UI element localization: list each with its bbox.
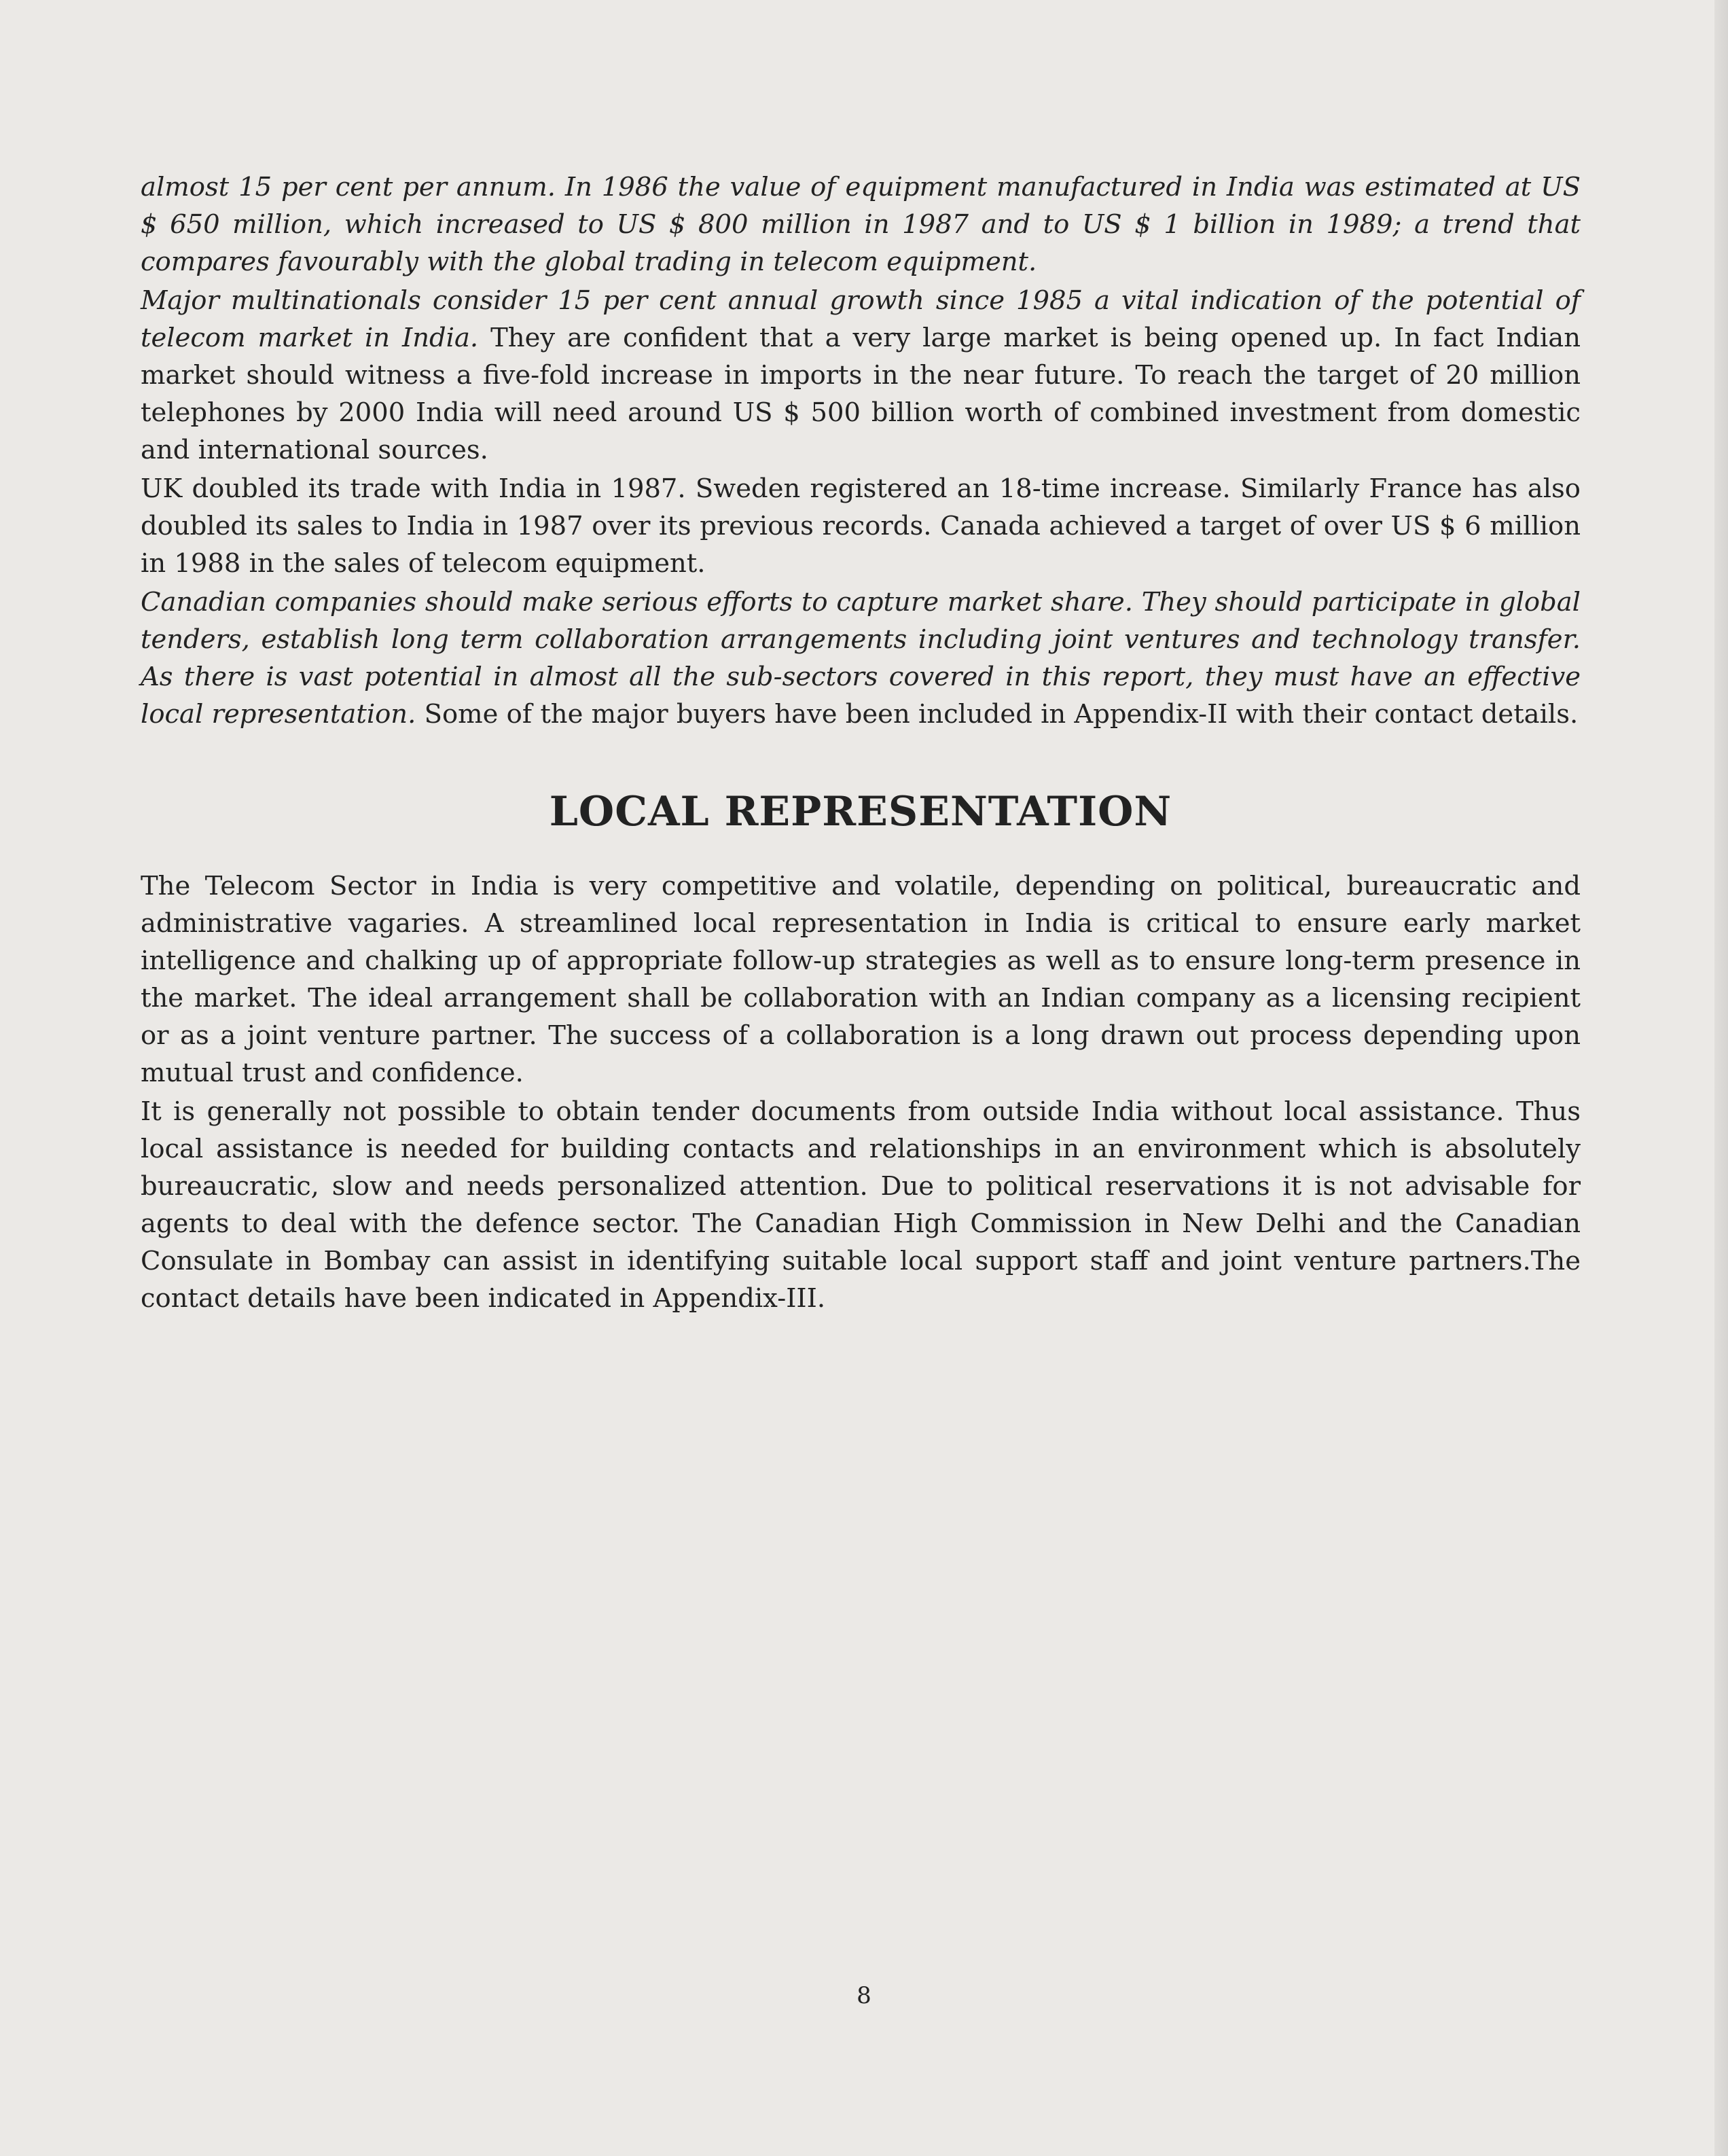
paragraph-multinationals bbox=[141, 282, 1581, 469]
page-number: 8 bbox=[857, 1982, 871, 2009]
paragraph-canadian-italic: Canadian companies should make serious efforts to capture market share. They should participate in global tenders, establish long term collaboration arrangements including joint ventures and technology transfer. As there is vast potential in almost all the sub-sectors covered in this report, they must have an effective local representation. bbox=[141, 587, 1581, 730]
page-edge-shadow bbox=[1714, 0, 1728, 2156]
paragraph-growth bbox=[141, 168, 1581, 281]
paragraph-canadian-normal: Some of the major buyers have been included in Appendix-II with their contact details. bbox=[416, 699, 1579, 730]
paragraph-telecom-sector: The Telecom Sector in India is very competitive and volatile, depending on political, bureaucratic and administrative vagaries. A streamlined local representation in India is critical to ensure early market intelligence and chalking up of appropriate follow-up strategies as well as to ensure long-term presence in the market. The ideal arrangement shall be collaboration with an Indian company as a licensing recipient or as a joint venture partner. The success of a collaboration is a long drawn out process depending upon mutual trust and confidence. bbox=[141, 871, 1581, 1088]
paragraph-trade bbox=[141, 470, 1581, 582]
section-heading: LOCAL REPRESENTATION bbox=[549, 788, 1172, 836]
paragraph-multinationals-normal: They are confident that a very large market is being opened up. In fact Indian market should witness a five-fold increase in imports in the near future. To reach the target of 20 million telephones by 2000 India will need around US $ 500 billion worth of combined investment from domestic and international sources. bbox=[141, 323, 1581, 465]
paragraph-tender-documents: It is generally not possible to obtain tender documents from outside India without local assistance. Thus local assistance is needed for building contacts and relationships in an environment which is absolutely bureaucratic, slow and needs personalized attention. Due to political reservations it is not advisable for agents to deal with the defence sector. The Canadian High Commission in New Delhi and the Canadian Consulate in Bombay can assist in identifying suitable local support staff and joint venture partners.The contact details have been indicated in Appendix-III. bbox=[141, 1096, 1581, 1314]
paragraph-canadian-companies bbox=[141, 583, 1581, 733]
paragraph-trade-normal: UK doubled its trade with India in 1987. Sweden registered an 18-time increase. Similarly France has also doubled its sales to India in 1987 over its previous records. Canada achieved a target of over US $ 6 million in 1988 in the sales of telecom equipment. bbox=[141, 473, 1581, 579]
page-body bbox=[141, 168, 1581, 1318]
paragraph-growth-italic: almost 15 per cent per annum. In 1986 the value of equipment manufactured in India was estimated at US $ 650 million, which increased to US $ 800 million in 1987 and to US $ 1 billion in 1989; a trend that compares favourably with the global trading in telecom equipment. bbox=[141, 172, 1581, 277]
paragraph-multinationals-italic: Major multinationals consider 15 per cent annual growth since 1985 a vital indication of the potential of telecom market in India. bbox=[141, 285, 1581, 353]
